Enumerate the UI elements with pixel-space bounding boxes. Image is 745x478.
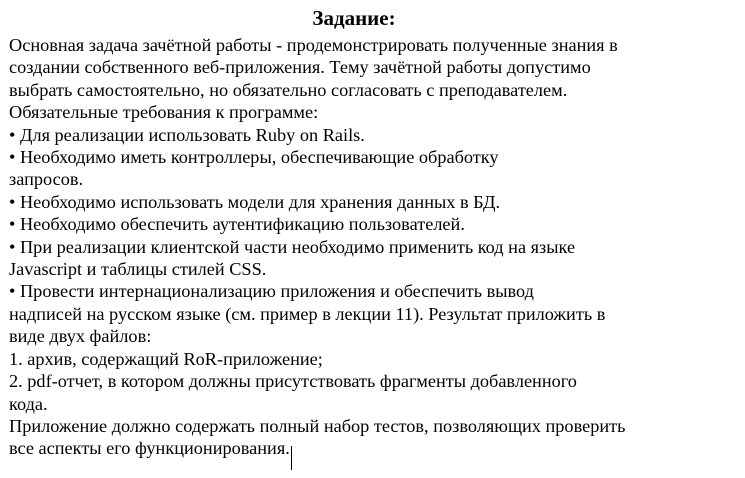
requirement-item: • Для реализации использовать Ruby on Rails. [9,124,365,145]
body-line: Основная задача зачётной работы - продемонстрировать полученные знания в [9,35,618,55]
deliverable-item-continuation: кода. [9,393,48,414]
requirement-item: • Необходимо использовать модели для хранения данных в БД. [9,191,501,212]
body-line: Приложение должно содержать полный набор тестов, позволяющих проверить [9,415,626,436]
deliverable-item: 2. pdf-отчет, в котором должны присутствовать фрагменты добавленного [9,371,577,392]
body-line: все аспекты его функционирования. [9,438,290,459]
requirement-item-continuation: Javascript и таблицы стилей CSS. [9,259,267,280]
body-line: создании собственного веб-приложения. Тему зачётной работы допустимо [9,57,591,78]
document-body [9,34,625,460]
requirement-item: • Необходимо иметь контроллеры, обеспечивающие обработку [9,147,499,168]
requirement-item-continuation: виде двух файлов: [9,326,152,347]
requirement-item: • Необходимо обеспечить аутентификацию пользователей. [9,214,465,235]
requirement-item: • При реализации клиентской части необходимо применить код на языке [9,236,576,257]
document-title: Задание: [312,6,396,30]
body-line: выбрать самостоятельно, но обязательно согласовать с преподавателем. [9,79,568,100]
requirement-item-continuation: запросов. [9,169,84,190]
deliverable-item: 1. архив, содержащий RoR-приложение; [9,348,323,369]
requirement-item: • Провести интернационализацию приложения и обеспечить вывод [9,281,534,302]
requirements-heading: Обязательные требования к программе: [9,102,319,123]
requirement-item-continuation: надписей на русском языке (см. пример в лекции 11). Результат приложить в [9,303,606,324]
text-cursor [291,446,292,470]
